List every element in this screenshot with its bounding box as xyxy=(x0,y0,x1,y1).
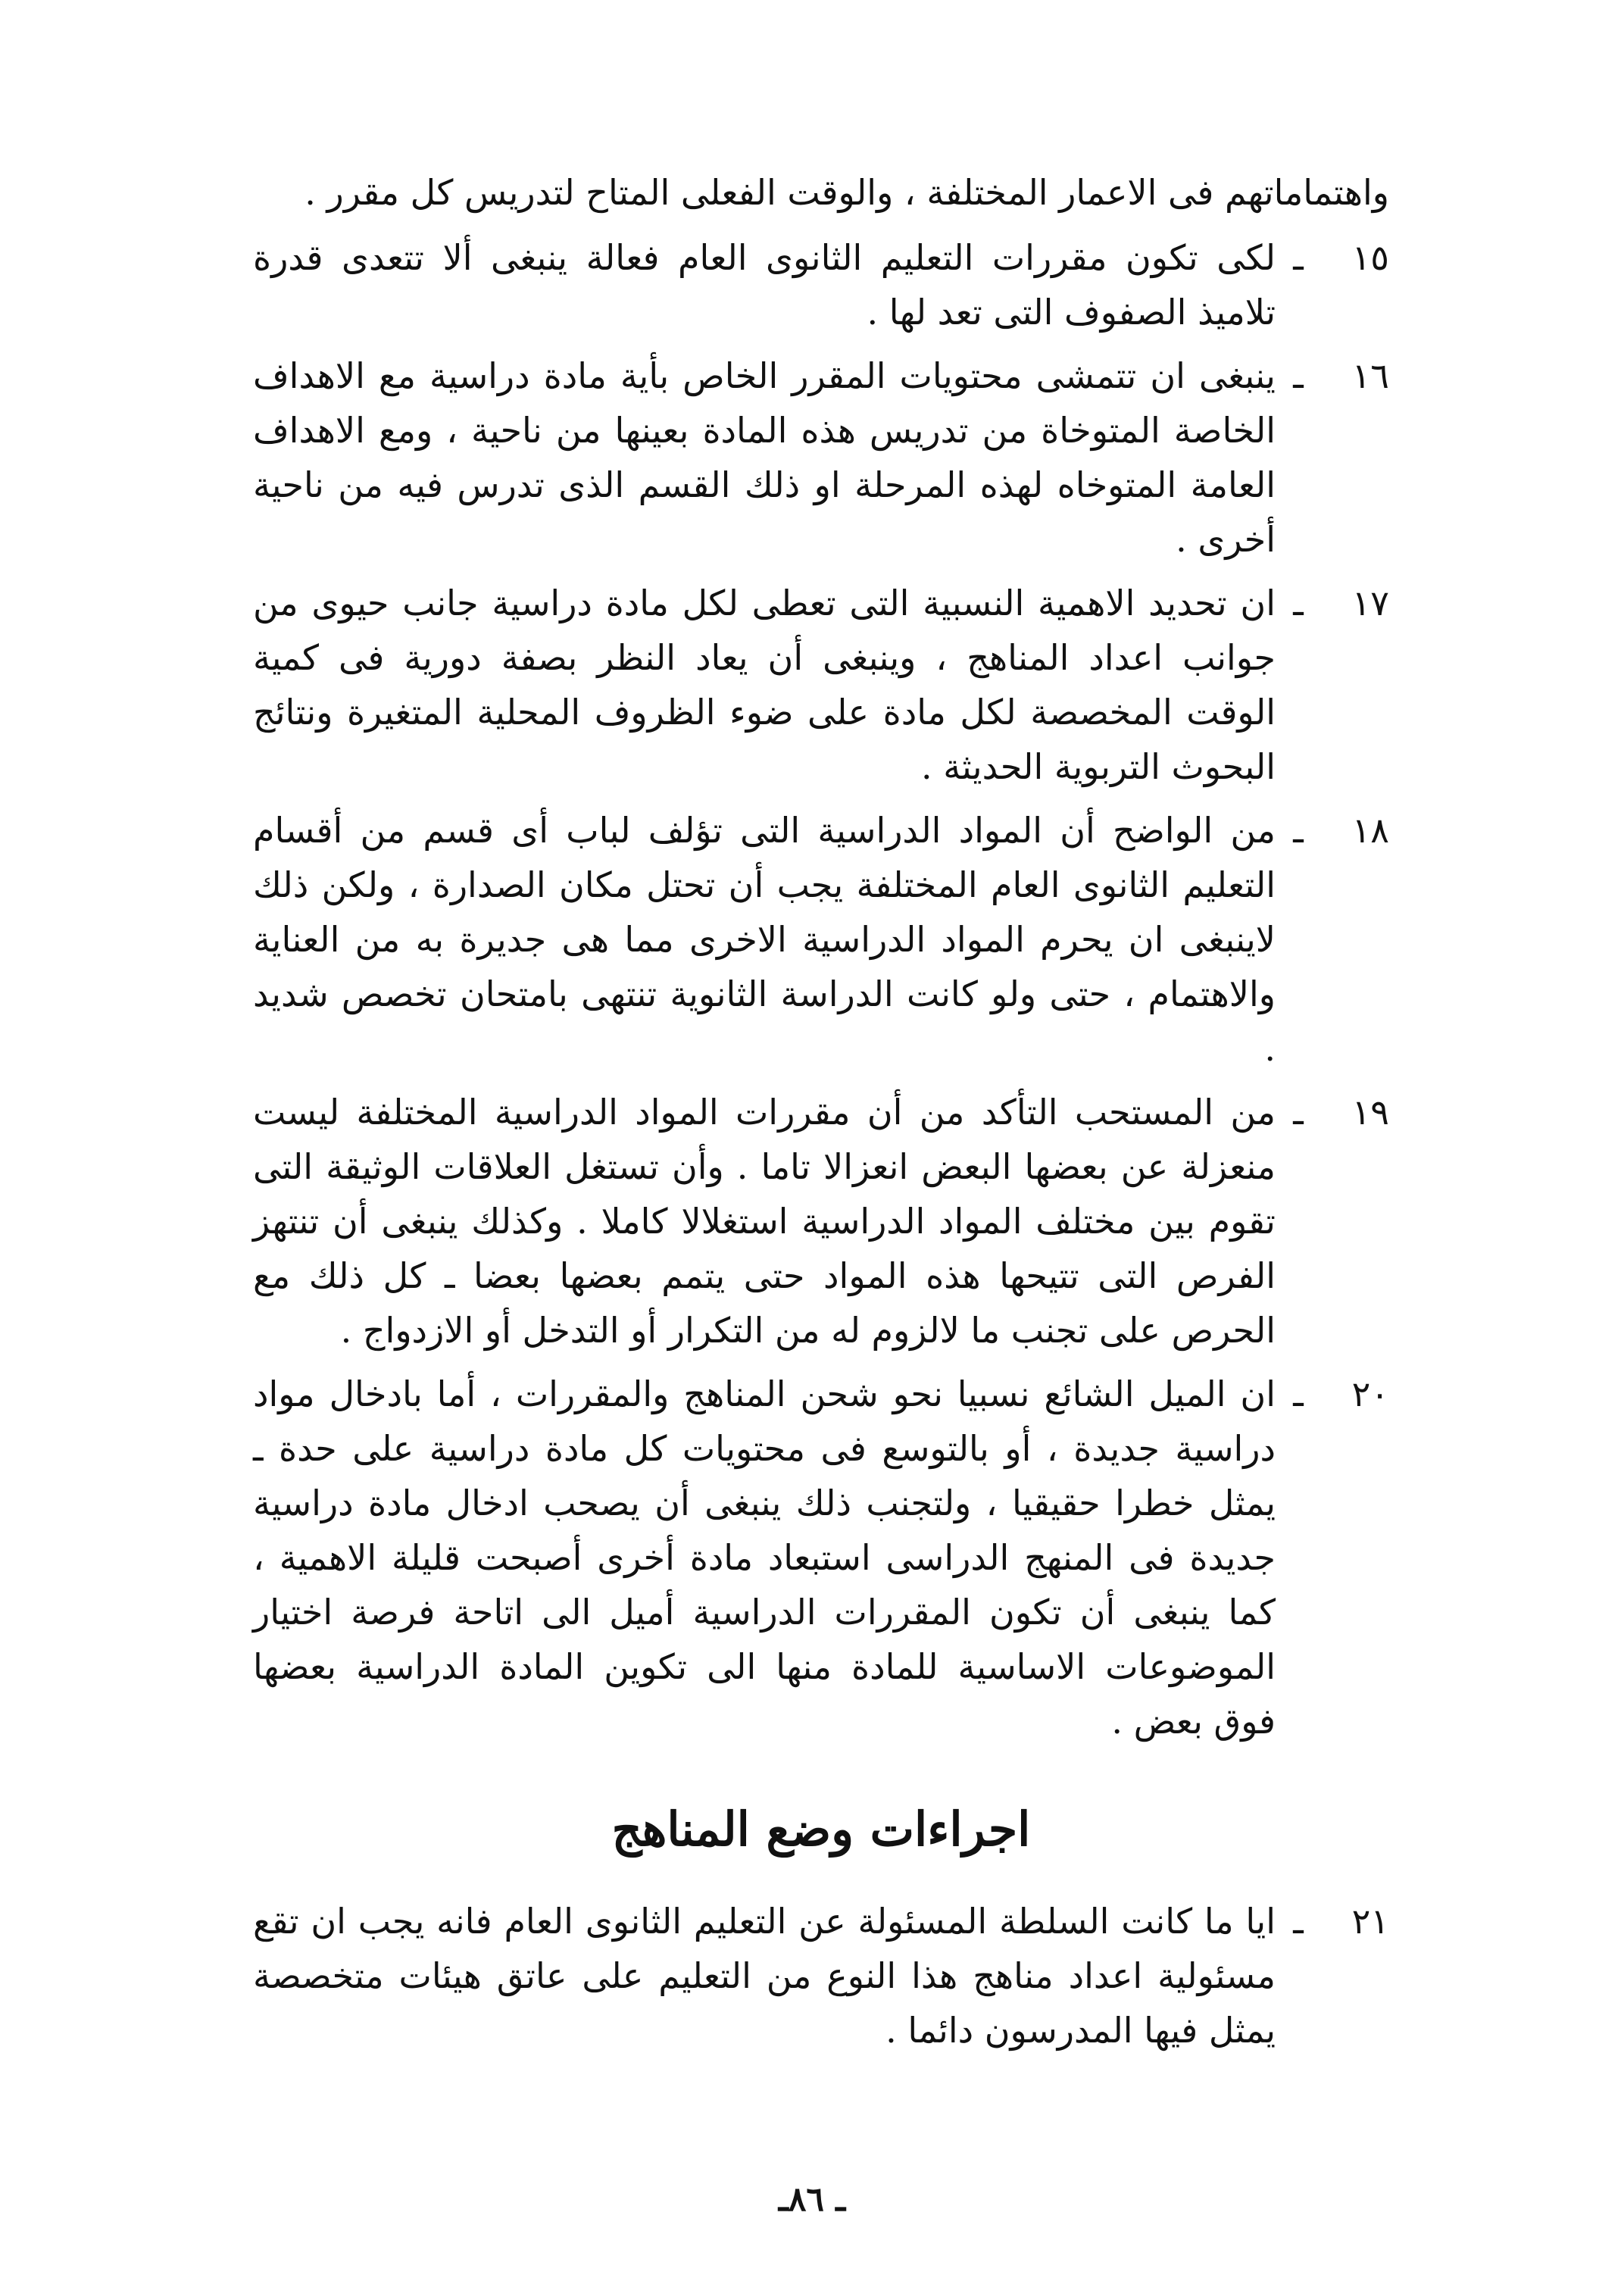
item-dash: ـ xyxy=(1293,1901,1304,1942)
item-number: ١٩ xyxy=(1351,1092,1389,1133)
item-number: ١٧ xyxy=(1351,583,1389,623)
item-dash: ـ xyxy=(1293,355,1304,396)
item-dash: ـ xyxy=(1293,237,1304,278)
item-text: ايا ما كانت السلطة المسئولة عن التعليم الثانوى العام فانه يجب ان تقع مسئولية اعداد مناهج هذا النوع من التعليم على عاتق هيئات متخصصة يمثل فيها المدرسون دائما . xyxy=(253,1901,1276,2051)
item-number: ٢١ xyxy=(1351,1901,1389,1942)
item-text: ينبغى ان تتمشى محتويات المقرر الخاص بأية مادة دراسية مع الاهداف الخاصة المتوخاة من تدريس هذه المادة بعينها من ناحية ، ومع الاهداف العامة المتوخاه لهذه المرحلة او ذلك القسم الذى تدرس فيه من ناحية أخرى . xyxy=(253,355,1276,560)
item-text: لكى تكون مقررات التعليم الثانوى العام فعالة ينبغى ألا تتعدى قدرة تلاميذ الصفوف التى تعد لها . xyxy=(253,237,1276,333)
item-number: ١٥ xyxy=(1351,237,1389,278)
page-number: ـ ٨٦ـ xyxy=(778,2180,846,2219)
list-item-20 xyxy=(253,1367,1389,1748)
section-heading: اجراءات وضع المناهج xyxy=(611,1801,1031,1857)
list-item-18 xyxy=(253,803,1389,1076)
item-dash: ـ xyxy=(1293,1373,1304,1414)
item-text: من الواضح أن المواد الدراسية التى تؤلف لباب أى قسم من أقسام التعليم الثانوى العام المختلفة يجب أن تحتل مكان الصدارة ، ولكن ذلك لاينبغى ان يحرم المواد الدراسية الاخرى مما هى جديرة به من العناية والاهتمام ، حتى ولو كانت الدراسة الثانوية تنتهى بامتحان تخصص شديد . xyxy=(253,810,1276,1069)
item-text: من المستحب التأكد من أن مقررات المواد الدراسية المختلفة ليست منعزلة عن بعضها البعض انعزالا تاما . وأن تستغل العلاقات الوثيقة التى تقوم بين مختلف المواد الدراسية استغلالا كاملا . وكذلك ينبغى أن تنتهز الفرص التى تتيحها هذه المواد حتى يتمم بعضها بعضا ـ كل ذلك مع الحرص على تجنب ما لالزوم له من التكرار أو التدخل أو الازدواج . xyxy=(253,1092,1276,1351)
item-number: ٢٠ xyxy=(1351,1373,1389,1414)
list-item-19 xyxy=(253,1085,1389,1358)
list-item-15 xyxy=(253,230,1389,339)
item-number: ١٦ xyxy=(1351,355,1389,396)
page-content xyxy=(253,165,1389,2067)
item-dash: ـ xyxy=(1293,810,1304,851)
list-item-21 xyxy=(253,1894,1389,2058)
list-item-16 xyxy=(253,348,1389,567)
list-item-17 xyxy=(253,576,1389,794)
continuation-paragraph: واهتماماتهم فى الاعمار المختلفة ، والوقت الفعلى المتاح لتدريس كل مقرر . xyxy=(304,172,1389,213)
item-number: ١٨ xyxy=(1351,810,1389,851)
item-text: ان تحديد الاهمية النسبية التى تعطى لكل مادة دراسية جانب حيوى من جوانب اعداد المناهج ، وينبغى أن يعاد النظر بصفة دورية فى كمية الوقت المخصصة لكل مادة على ضوء الظروف المحلية المتغيرة ونتائج البحوث التربوية الحديثة . xyxy=(253,583,1276,787)
item-dash: ـ xyxy=(1293,583,1304,623)
item-text: ان الميل الشائع نسبيا نحو شحن المناهج والمقررات ، أما بادخال مواد دراسية جديدة ، أو بالتوسع فى محتويات كل مادة دراسية على حدة ـ يمثل خطرا حقيقيا ، ولتجنب ذلك ينبغى أن يصحب ادخال مادة دراسية جديدة فى المنهج الدراسى استبعاد مادة أخرى أصبحت قليلة الاهمية ، كما ينبغى أن تكون المقررات الدراسية أميل الى اتاحة فرصة اختيار الموضوعات الاساسية للمادة منها الى تكوين المادة الدراسية بعضها فوق بعض . xyxy=(253,1373,1276,1742)
item-dash: ـ xyxy=(1293,1092,1304,1133)
